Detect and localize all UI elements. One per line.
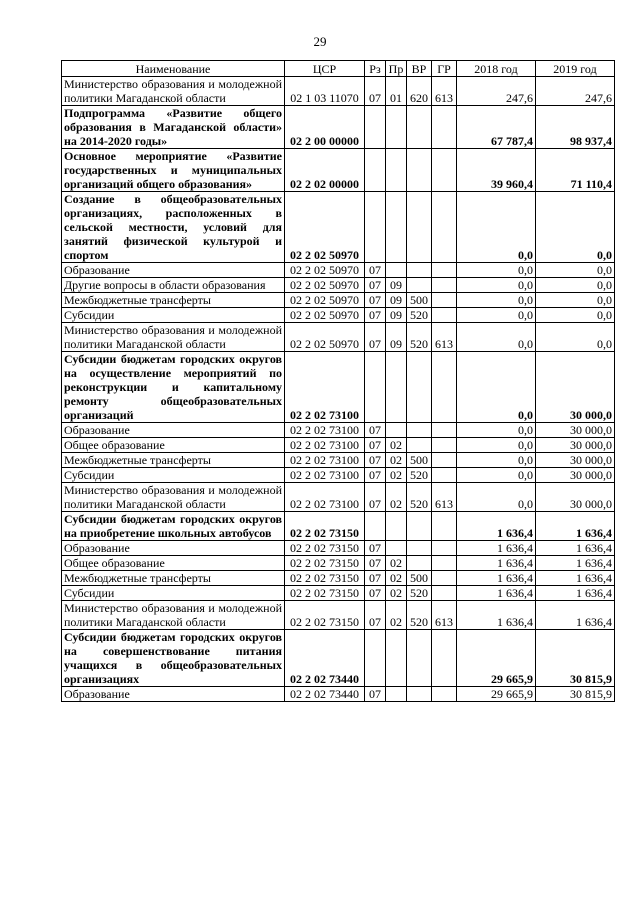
cell-pr bbox=[386, 423, 407, 438]
table-row bbox=[62, 77, 615, 106]
table-row bbox=[62, 541, 615, 556]
cell-csr: 02 2 00 00000 bbox=[285, 106, 365, 149]
cell-2018: 0,0 bbox=[457, 293, 536, 308]
cell-gr bbox=[432, 468, 457, 483]
cell-2019: 1 636,4 bbox=[536, 512, 615, 541]
cell-rz: 07 bbox=[365, 77, 386, 106]
cell-vr bbox=[407, 687, 432, 702]
cell-2019: 0,0 bbox=[536, 323, 615, 352]
cell-vr: 620 bbox=[407, 77, 432, 106]
cell-2019: 1 636,4 bbox=[536, 571, 615, 586]
table-row bbox=[62, 556, 615, 571]
cell-gr bbox=[432, 278, 457, 293]
cell-vr: 520 bbox=[407, 323, 432, 352]
cell-2019: 30 000,0 bbox=[536, 423, 615, 438]
cell-csr: 02 2 02 73100 bbox=[285, 468, 365, 483]
cell-vr bbox=[407, 512, 432, 541]
cell-csr: 02 2 02 73150 bbox=[285, 586, 365, 601]
cell-csr: 02 2 02 73100 bbox=[285, 453, 365, 468]
table-row bbox=[62, 352, 615, 423]
cell-csr: 02 2 02 73100 bbox=[285, 483, 365, 512]
cell-name: Субсидии bbox=[62, 468, 285, 483]
cell-vr bbox=[407, 106, 432, 149]
cell-rz: 07 bbox=[365, 468, 386, 483]
cell-2019: 0,0 bbox=[536, 293, 615, 308]
cell-name: Субсидии бюджетам городских округов на совершенствование питания учащихся в общеобразовательных организациях bbox=[62, 630, 285, 687]
cell-pr bbox=[386, 352, 407, 423]
cell-rz bbox=[365, 149, 386, 192]
cell-rz: 07 bbox=[365, 423, 386, 438]
cell-gr bbox=[432, 453, 457, 468]
header-csr: ЦСР bbox=[285, 61, 365, 77]
table-row bbox=[62, 512, 615, 541]
table-row bbox=[62, 278, 615, 293]
cell-vr: 500 bbox=[407, 453, 432, 468]
cell-csr: 02 2 02 73150 bbox=[285, 571, 365, 586]
table-row bbox=[62, 308, 615, 323]
cell-gr bbox=[432, 149, 457, 192]
cell-pr: 09 bbox=[386, 293, 407, 308]
cell-name: Образование bbox=[62, 541, 285, 556]
cell-2018: 0,0 bbox=[457, 453, 536, 468]
cell-gr bbox=[432, 308, 457, 323]
cell-rz: 07 bbox=[365, 453, 386, 468]
cell-pr: 09 bbox=[386, 308, 407, 323]
cell-2018: 1 636,4 bbox=[457, 556, 536, 571]
cell-name: Министерство образования и молодежной политики Магаданской области bbox=[62, 77, 285, 106]
cell-rz bbox=[365, 106, 386, 149]
cell-csr: 02 2 02 73150 bbox=[285, 556, 365, 571]
cell-pr: 02 bbox=[386, 438, 407, 453]
cell-csr: 02 2 02 73150 bbox=[285, 541, 365, 556]
cell-csr: 02 2 02 50970 bbox=[285, 192, 365, 263]
cell-2018: 0,0 bbox=[457, 308, 536, 323]
page-number: 29 bbox=[313, 34, 327, 49]
cell-2018: 247,6 bbox=[457, 77, 536, 106]
cell-2019: 1 636,4 bbox=[536, 556, 615, 571]
cell-rz: 07 bbox=[365, 571, 386, 586]
cell-csr: 02 2 02 73100 bbox=[285, 438, 365, 453]
cell-2019: 30 000,0 bbox=[536, 468, 615, 483]
cell-2018: 0,0 bbox=[457, 468, 536, 483]
cell-2018: 39 960,4 bbox=[457, 149, 536, 192]
cell-name: Другие вопросы в области образования bbox=[62, 278, 285, 293]
cell-2018: 29 665,9 bbox=[457, 687, 536, 702]
table-row bbox=[62, 586, 615, 601]
cell-vr bbox=[407, 149, 432, 192]
cell-csr: 02 2 02 50970 bbox=[285, 263, 365, 278]
cell-2019: 0,0 bbox=[536, 308, 615, 323]
table-row bbox=[62, 571, 615, 586]
cell-rz: 07 bbox=[365, 438, 386, 453]
cell-rz: 07 bbox=[365, 278, 386, 293]
cell-2018: 0,0 bbox=[457, 192, 536, 263]
cell-vr: 500 bbox=[407, 293, 432, 308]
header-2019: 2019 год bbox=[536, 61, 615, 77]
cell-2019: 30 000,0 bbox=[536, 453, 615, 468]
cell-name: Создание в общеобразовательных организациях, расположенных в сельской местности, условий для занятий физической культурой и спортом bbox=[62, 192, 285, 263]
cell-rz: 07 bbox=[365, 687, 386, 702]
table-row bbox=[62, 438, 615, 453]
cell-rz: 07 bbox=[365, 601, 386, 630]
cell-2018: 1 636,4 bbox=[457, 571, 536, 586]
cell-2019: 1 636,4 bbox=[536, 541, 615, 556]
cell-rz: 07 bbox=[365, 483, 386, 512]
header-name: Наименование bbox=[62, 61, 285, 77]
table-row bbox=[62, 483, 615, 512]
cell-gr bbox=[432, 571, 457, 586]
cell-csr: 02 2 02 50970 bbox=[285, 308, 365, 323]
cell-vr bbox=[407, 541, 432, 556]
cell-vr bbox=[407, 352, 432, 423]
cell-2018: 1 636,4 bbox=[457, 601, 536, 630]
cell-rz bbox=[365, 352, 386, 423]
cell-name: Образование bbox=[62, 423, 285, 438]
cell-gr bbox=[432, 192, 457, 263]
cell-gr: 613 bbox=[432, 323, 457, 352]
cell-2019: 1 636,4 bbox=[536, 601, 615, 630]
cell-pr: 09 bbox=[386, 323, 407, 352]
cell-vr: 520 bbox=[407, 308, 432, 323]
table-row bbox=[62, 687, 615, 702]
cell-vr: 520 bbox=[407, 483, 432, 512]
cell-pr bbox=[386, 687, 407, 702]
cell-gr bbox=[432, 106, 457, 149]
cell-gr bbox=[432, 512, 457, 541]
cell-pr: 09 bbox=[386, 278, 407, 293]
cell-2018: 1 636,4 bbox=[457, 586, 536, 601]
header-row bbox=[62, 61, 615, 77]
cell-vr bbox=[407, 278, 432, 293]
cell-name: Образование bbox=[62, 687, 285, 702]
cell-name: Межбюджетные трансферты bbox=[62, 571, 285, 586]
cell-gr: 613 bbox=[432, 601, 457, 630]
cell-csr: 02 2 02 73150 bbox=[285, 512, 365, 541]
cell-name: Подпрограмма «Развитие общего образования в Магаданской области» на 2014-2020 годы» bbox=[62, 106, 285, 149]
cell-gr bbox=[432, 541, 457, 556]
cell-pr bbox=[386, 149, 407, 192]
cell-rz: 07 bbox=[365, 308, 386, 323]
cell-csr: 02 2 02 73100 bbox=[285, 423, 365, 438]
table-row bbox=[62, 293, 615, 308]
cell-pr bbox=[386, 106, 407, 149]
cell-name: Межбюджетные трансферты bbox=[62, 453, 285, 468]
cell-pr: 02 bbox=[386, 468, 407, 483]
table-row bbox=[62, 453, 615, 468]
cell-rz bbox=[365, 192, 386, 263]
cell-2019: 247,6 bbox=[536, 77, 615, 106]
cell-name: Субсидии bbox=[62, 308, 285, 323]
cell-rz bbox=[365, 512, 386, 541]
header-2018: 2018 год bbox=[457, 61, 536, 77]
table-row bbox=[62, 106, 615, 149]
cell-csr: 02 2 02 73440 bbox=[285, 687, 365, 702]
cell-name: Образование bbox=[62, 263, 285, 278]
cell-gr: 613 bbox=[432, 483, 457, 512]
cell-name: Субсидии бюджетам городских округов на осуществление мероприятий по реконструкции и капитальному ремонту общеобразовательных организаций bbox=[62, 352, 285, 423]
header-gr: ГР bbox=[432, 61, 457, 77]
cell-2018: 0,0 bbox=[457, 278, 536, 293]
table-row bbox=[62, 423, 615, 438]
cell-csr: 02 2 02 50970 bbox=[285, 278, 365, 293]
cell-vr: 500 bbox=[407, 571, 432, 586]
cell-pr bbox=[386, 630, 407, 687]
cell-pr bbox=[386, 541, 407, 556]
cell-2018: 1 636,4 bbox=[457, 512, 536, 541]
cell-csr: 02 2 02 73440 bbox=[285, 630, 365, 687]
cell-2018: 0,0 bbox=[457, 352, 536, 423]
cell-pr: 02 bbox=[386, 586, 407, 601]
cell-gr: 613 bbox=[432, 77, 457, 106]
cell-2019: 0,0 bbox=[536, 192, 615, 263]
cell-rz: 07 bbox=[365, 556, 386, 571]
cell-pr: 02 bbox=[386, 453, 407, 468]
cell-2018: 0,0 bbox=[457, 323, 536, 352]
cell-name: Субсидии bbox=[62, 586, 285, 601]
cell-gr bbox=[432, 687, 457, 702]
cell-name: Субсидии бюджетам городских округов на приобретение школьных автобусов bbox=[62, 512, 285, 541]
cell-vr bbox=[407, 423, 432, 438]
cell-gr bbox=[432, 438, 457, 453]
cell-name: Министерство образования и молодежной политики Магаданской области bbox=[62, 601, 285, 630]
cell-csr: 02 1 03 11070 bbox=[285, 77, 365, 106]
cell-rz bbox=[365, 630, 386, 687]
cell-gr bbox=[432, 630, 457, 687]
table-row bbox=[62, 263, 615, 278]
cell-gr bbox=[432, 423, 457, 438]
cell-2019: 71 110,4 bbox=[536, 149, 615, 192]
cell-csr: 02 2 02 73150 bbox=[285, 601, 365, 630]
cell-2018: 0,0 bbox=[457, 438, 536, 453]
budget-table bbox=[61, 60, 615, 702]
cell-2019: 30 815,9 bbox=[536, 630, 615, 687]
cell-pr: 01 bbox=[386, 77, 407, 106]
cell-pr: 02 bbox=[386, 601, 407, 630]
cell-2018: 67 787,4 bbox=[457, 106, 536, 149]
cell-2018: 29 665,9 bbox=[457, 630, 536, 687]
table-row bbox=[62, 149, 615, 192]
table-row bbox=[62, 630, 615, 687]
cell-2019: 30 000,0 bbox=[536, 483, 615, 512]
cell-vr: 520 bbox=[407, 601, 432, 630]
cell-vr bbox=[407, 438, 432, 453]
cell-2019: 30 000,0 bbox=[536, 438, 615, 453]
cell-2019: 0,0 bbox=[536, 278, 615, 293]
cell-pr bbox=[386, 512, 407, 541]
cell-vr bbox=[407, 263, 432, 278]
cell-rz: 07 bbox=[365, 323, 386, 352]
cell-pr bbox=[386, 263, 407, 278]
cell-rz: 07 bbox=[365, 586, 386, 601]
cell-vr: 520 bbox=[407, 468, 432, 483]
cell-name: Министерство образования и молодежной политики Магаданской области bbox=[62, 483, 285, 512]
cell-name: Общее образование bbox=[62, 556, 285, 571]
cell-gr bbox=[432, 556, 457, 571]
cell-vr: 520 bbox=[407, 586, 432, 601]
cell-vr bbox=[407, 630, 432, 687]
cell-rz: 07 bbox=[365, 263, 386, 278]
cell-pr: 02 bbox=[386, 571, 407, 586]
cell-gr bbox=[432, 293, 457, 308]
cell-2019: 1 636,4 bbox=[536, 586, 615, 601]
table-row bbox=[62, 323, 615, 352]
cell-gr bbox=[432, 263, 457, 278]
cell-csr: 02 2 02 50970 bbox=[285, 293, 365, 308]
cell-csr: 02 2 02 73100 bbox=[285, 352, 365, 423]
cell-name: Общее образование bbox=[62, 438, 285, 453]
cell-csr: 02 2 02 50970 bbox=[285, 323, 365, 352]
cell-name: Министерство образования и молодежной политики Магаданской области bbox=[62, 323, 285, 352]
cell-2019: 98 937,4 bbox=[536, 106, 615, 149]
cell-gr bbox=[432, 352, 457, 423]
cell-pr: 02 bbox=[386, 483, 407, 512]
header-pr: Пр bbox=[386, 61, 407, 77]
cell-gr bbox=[432, 586, 457, 601]
cell-rz: 07 bbox=[365, 293, 386, 308]
cell-pr bbox=[386, 192, 407, 263]
cell-name: Основное мероприятие «Развитие государственных и муниципальных организаций общего образования» bbox=[62, 149, 285, 192]
table-row bbox=[62, 468, 615, 483]
cell-2018: 0,0 bbox=[457, 423, 536, 438]
cell-2018: 0,0 bbox=[457, 483, 536, 512]
header-rz: Рз bbox=[365, 61, 386, 77]
cell-name: Межбюджетные трансферты bbox=[62, 293, 285, 308]
cell-2018: 0,0 bbox=[457, 263, 536, 278]
table-row bbox=[62, 192, 615, 263]
table-row bbox=[62, 601, 615, 630]
cell-csr: 02 2 02 00000 bbox=[285, 149, 365, 192]
cell-2019: 30 000,0 bbox=[536, 352, 615, 423]
cell-2019: 30 815,9 bbox=[536, 687, 615, 702]
cell-pr: 02 bbox=[386, 556, 407, 571]
cell-vr bbox=[407, 192, 432, 263]
header-vr: ВР bbox=[407, 61, 432, 77]
cell-vr bbox=[407, 556, 432, 571]
cell-2018: 1 636,4 bbox=[457, 541, 536, 556]
cell-rz: 07 bbox=[365, 541, 386, 556]
cell-2019: 0,0 bbox=[536, 263, 615, 278]
